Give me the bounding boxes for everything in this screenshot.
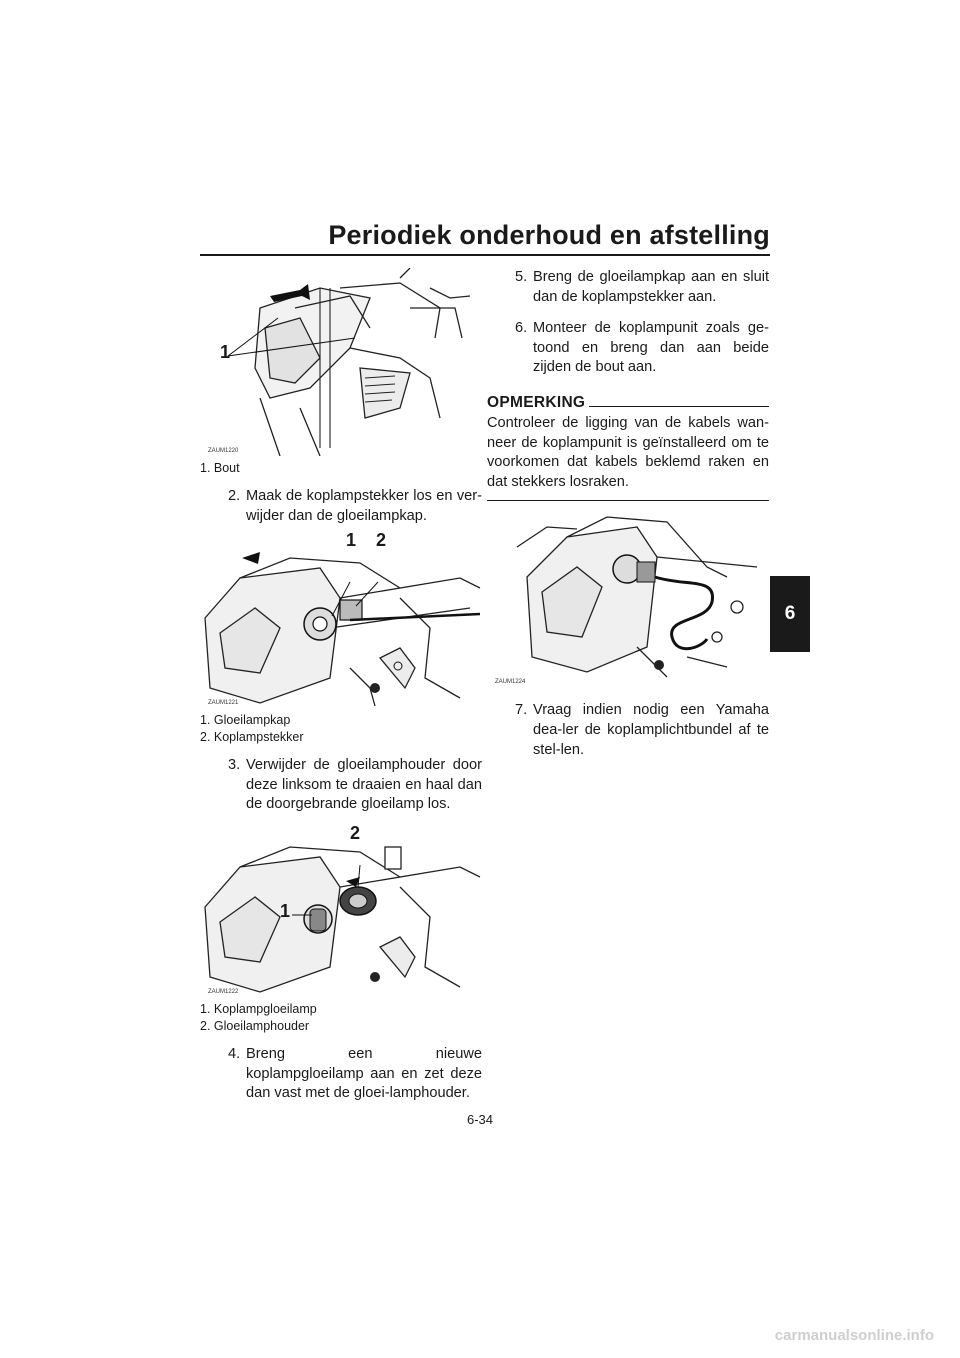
figure-code: ZAUM1220 [208,448,239,454]
figure-callout-1: 1 [220,342,231,362]
page-number: 6-34 [466,1112,494,1127]
step-4 [200,1045,482,1104]
note-rule [589,406,769,407]
step-2 [200,487,482,526]
caption-item: 2. Gloeilamphouder [200,1018,310,1033]
step-number: 6. [515,320,528,337]
note-end-rule [487,500,769,501]
caption-item: 1. Koplampgloeilamp [200,1001,317,1016]
left-column [200,268,482,1116]
figure-cable-routing [487,507,769,687]
caption-item: 1. Bout [200,461,240,475]
step-6 [487,319,769,378]
caption-item: 1. Gloeilampkap [200,713,291,728]
step-text: Breng de gloeilampkap aan en sluit dan de koplampstekker aan. [533,269,769,305]
figure-headlight-front [200,268,482,456]
chapter-tab: 6 [770,576,810,652]
step-text: Monteer de koplampunit zoals ge-toond en breng dan aan beide zijden de bout aan. [533,320,769,376]
figure-headlight-cap [200,530,482,708]
title-rule [200,254,770,256]
page-title: Periodiek onderhoud en afstelling [328,220,770,250]
step-number: 3. [228,757,241,774]
step-7 [487,701,769,760]
note-title: OPMERKING [487,393,586,411]
figure-callout-2: 2 [376,530,387,551]
figure-callout-1: 1 [280,900,291,921]
step-number: 2. [228,488,241,504]
figure-caption [200,1001,482,1035]
step-5 [487,268,769,307]
figure-callout-1: 1 [346,530,357,551]
figure-code: ZAUM1224 [495,679,526,686]
figure-caption [200,460,482,477]
figure-code: ZAUM1221 [208,700,239,707]
step-number: 7. [515,702,528,719]
step-3 [200,756,482,815]
step-text: Verwijder de gloeilamphouder door deze linksom te draaien en haal dan de doorgebrande gloeilamp los. [246,757,482,813]
figure-code: ZAUM1222 [208,988,239,995]
figure-callout-2: 2 [350,822,361,843]
right-column [487,268,769,772]
note-body: Controleer de ligging van de kabels wan-neer de koplampunit is geïnstalleerd om te voorkomen dat kabels beklemd raken en dat stekkers losraken. [487,414,769,490]
bulb-holder-illustration [200,827,482,997]
watermark: carmanualsonline.info [774,1327,934,1344]
note-heading [487,394,769,412]
figure-caption [200,712,482,746]
motorcycle-front-illustration [200,268,482,456]
cable-routing-illustration [487,507,769,687]
step-text: Vraag indien nodig een Yamaha dea-ler de koplamplichtbundel af te stel-len. [533,702,769,758]
step-number: 4. [228,1045,241,1062]
caption-item: 2. Koplampstekker [200,730,304,745]
headlight-cap-illustration [200,538,482,708]
step-text: Maak de koplampstekker los en ver-wijder dan de gloeilampkap. [246,488,482,524]
step-text: Breng een nieuwe koplampgloeilamp aan en zet deze dan vast met de gloei-lamphouder. [246,1045,482,1102]
figure-bulb-holder [200,822,482,997]
step-number: 5. [515,269,528,285]
